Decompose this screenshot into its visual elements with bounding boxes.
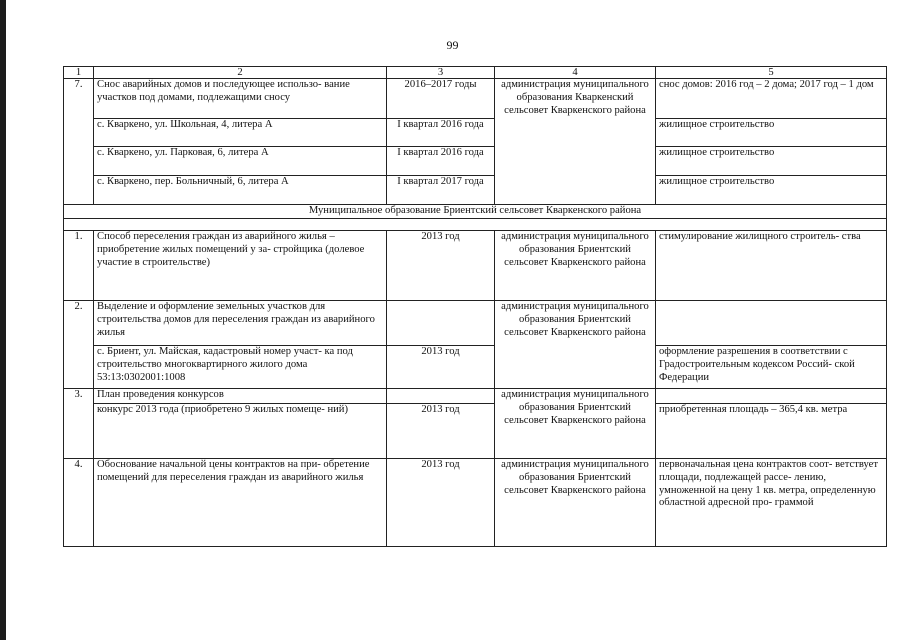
row-executor: администрация муниципального образования Бриентский сельсовет Кваркенского района: [495, 231, 656, 301]
row-term-empty: [387, 389, 495, 404]
spacer-cell: [64, 219, 887, 231]
row-number: 1.: [64, 231, 94, 301]
table-row: [64, 459, 887, 547]
section-row: [64, 205, 887, 219]
row-description: Выделение и оформление земельных участков для строительства домов для переселения граждан из аварийного жилья: [94, 301, 387, 346]
table-row: [64, 147, 887, 176]
row-term: 2013 год: [387, 231, 495, 301]
header-col-2: 2: [94, 67, 387, 79]
row-executor: администрация муниципального образования Кваркенский сельсовет Кваркенского района: [495, 79, 656, 205]
row-term: 2013 год: [387, 346, 495, 389]
row-term: 2013 год: [387, 459, 495, 547]
row-result: стимулирование жилищного строитель- ства: [656, 231, 887, 301]
row-description: с. Кваркено, ул. Школьная, 4, литера А: [94, 119, 387, 147]
row-term: I квартал 2016 года: [387, 119, 495, 147]
header-col-1: 1: [64, 67, 94, 79]
header-col-3: 3: [387, 67, 495, 79]
row-number: 2.: [64, 301, 94, 389]
row-description: Обоснование начальной цены контрактов на при- обретение помещений для переселения граждан из аварийного жилья: [94, 459, 387, 547]
program-table: [63, 66, 887, 547]
row-description: Снос аварийных домов и последующее использо- вание участков под домами, подлежащими сносу: [94, 79, 387, 119]
row-description: с. Кваркено, пер. Больничный, 6, литера А: [94, 176, 387, 205]
row-term: I квартал 2017 года: [387, 176, 495, 205]
table-row: [64, 119, 887, 147]
row-result: жилищное строительство: [656, 176, 887, 205]
row-description: конкурс 2013 года (приобретено 9 жилых помеще- ний): [94, 404, 387, 459]
row-result-empty: [656, 301, 887, 346]
row-executor: администрация муниципального образования Бриентский сельсовет Кваркенского района: [495, 459, 656, 547]
row-result: оформление разрешения в соответствии с Градостроительным кодексом Россий- ской Федерации: [656, 346, 887, 389]
table-row: [64, 389, 887, 404]
row-number: 4.: [64, 459, 94, 547]
table-row: [64, 231, 887, 301]
row-result: жилищное строительство: [656, 119, 887, 147]
table-row: [64, 301, 887, 346]
header-col-4: 4: [495, 67, 656, 79]
spacer-row: [64, 219, 887, 231]
header-col-5: 5: [656, 67, 887, 79]
row-description: План проведения конкурсов: [94, 389, 387, 404]
page-number: 99: [446, 38, 459, 52]
row-number: 7.: [64, 79, 94, 205]
table-row: [64, 346, 887, 389]
row-result: жилищное строительство: [656, 147, 887, 176]
row-term: 2013 год: [387, 404, 495, 459]
table-row: [64, 79, 887, 119]
row-executor: администрация муниципального образования Бриентский сельсовет Кваркенского района: [495, 389, 656, 459]
row-term-empty: [387, 301, 495, 346]
row-number: 3.: [64, 389, 94, 459]
row-term: 2016–2017 годы: [387, 79, 495, 119]
section-title: Муниципальное образование Бриентский сельсовет Кваркенского района: [64, 205, 887, 219]
row-result: первоначальная цена контрактов соот- ветствует площади, подлежащей рассе- лению, умноженной на цену 1 кв. метра, определенную областной адресной про- граммой: [656, 459, 887, 547]
row-description: с. Кваркено, ул. Парковая, 6, литера А: [94, 147, 387, 176]
table-header-row: [64, 67, 887, 79]
row-result-empty: [656, 389, 887, 404]
row-term: I квартал 2016 года: [387, 147, 495, 176]
table-row: [64, 176, 887, 205]
left-edge-bar: [0, 0, 6, 640]
row-result: приобретенная площадь – 365,4 кв. метра: [656, 404, 887, 459]
row-executor: администрация муниципального образования Бриентский сельсовет Кваркенского района: [495, 301, 656, 389]
row-result: снос домов: 2016 год – 2 дома; 2017 год – 1 дом: [656, 79, 887, 119]
row-description: Способ переселения граждан из аварийного жилья – приобретение жилых помещений у за- стройщика (долевое участие в строительстве): [94, 231, 387, 301]
row-description: с. Бриент, ул. Майская, кадастровый номер участ- ка под строительство многоквартирного жилого дома 53:13:0302001:1008: [94, 346, 387, 389]
table-row: [64, 404, 887, 459]
